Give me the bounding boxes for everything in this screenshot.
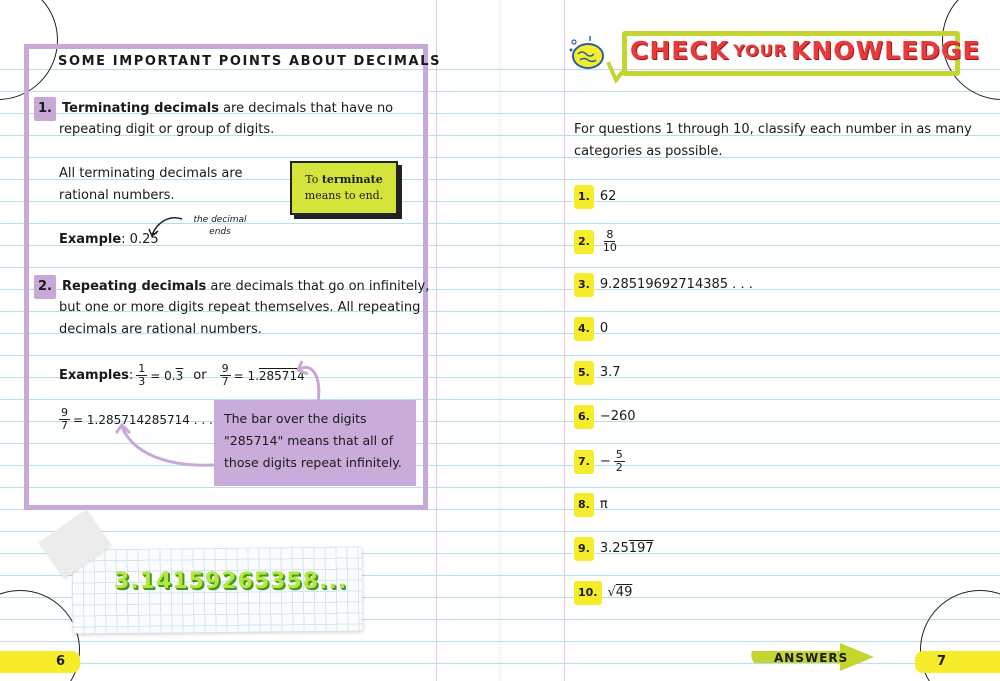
point-2: 2. Repeating decimals are decimals that go on infinitely, xyxy=(34,275,429,299)
overline-explanation-note: The bar over the digits "285714" means that all of those digits repeat infinitely. xyxy=(214,400,416,486)
point-1-note-line-1: All terminating decimals are xyxy=(59,166,243,181)
arrow-icon xyxy=(148,213,184,241)
point-1-line-2: repeating digit or group of digits. xyxy=(59,122,275,137)
question-9: 9. 3.25 197 xyxy=(574,537,654,561)
left-page-margin-line xyxy=(436,0,437,681)
point-1: 1. Terminating decimals are decimals that have no xyxy=(34,97,393,121)
brain-icon xyxy=(566,32,610,76)
decimal-ends-annotation: the decimal ends xyxy=(193,215,247,237)
term-repeating: Repeating decimals xyxy=(61,279,207,294)
fraction-nine-sevenths: $\frac{9}{7}$ xyxy=(221,362,229,388)
point-2-line-2: but one or more digits repeat themselves. All repeating xyxy=(59,300,421,315)
term-terminating: Terminating decimals xyxy=(61,101,219,116)
terminate-definition-note: To terminate means to end. xyxy=(290,161,398,215)
question-6: 6. −260 xyxy=(574,405,636,429)
repeating-expansion: $\frac{9}{7}$ = 1.285714285714 . . . xyxy=(61,406,213,432)
answers-link[interactable]: ANSWERS xyxy=(774,651,849,665)
pi-digits: 3.14159265358... xyxy=(114,569,348,594)
point-number-badge: 1. xyxy=(34,97,56,121)
question-3: 3. 9.28519692714385 . . . xyxy=(574,273,753,297)
point-number-badge: 2. xyxy=(34,275,56,299)
question-10: 10. √ 49 xyxy=(574,581,632,605)
question-7: 7. − $\frac{5}{2}$ xyxy=(574,449,628,474)
question-4: 4. 0 xyxy=(574,317,608,341)
point-1-example: Example: 0.25 xyxy=(59,232,159,247)
fraction-one-third: $\frac{1}{3}$ xyxy=(138,362,146,388)
box-title: SOME IMPORTANT POINTS ABOUT DECIMALS xyxy=(58,54,442,69)
point-2-line-3: decimals are rational numbers. xyxy=(59,322,262,337)
question-2: 2. $\frac{8}{10}$ xyxy=(574,229,620,254)
instructions-line-1: For questions 1 through 10, classify each number in as many xyxy=(574,122,972,137)
page-number-right: 7 xyxy=(915,651,1000,673)
question-5: 5. 3.7 xyxy=(574,361,621,385)
page-number-left: 6 xyxy=(0,651,80,673)
book-gutter xyxy=(497,0,503,681)
check-knowledge-title: CHECK YOUR KNOWLEDGE xyxy=(630,36,981,65)
question-1: 1. 62 xyxy=(574,185,616,209)
point-1-note-line-2: rational numbers. xyxy=(59,188,175,203)
question-8: 8. π xyxy=(574,493,608,517)
right-page-margin-line xyxy=(564,0,565,681)
instructions-line-2: categories as possible. xyxy=(574,144,723,159)
repeating-examples: Examples : $\frac{1}{3}$ = 0. 3 or $\frac{9}{7}$ = 1. 285714 xyxy=(59,362,305,388)
